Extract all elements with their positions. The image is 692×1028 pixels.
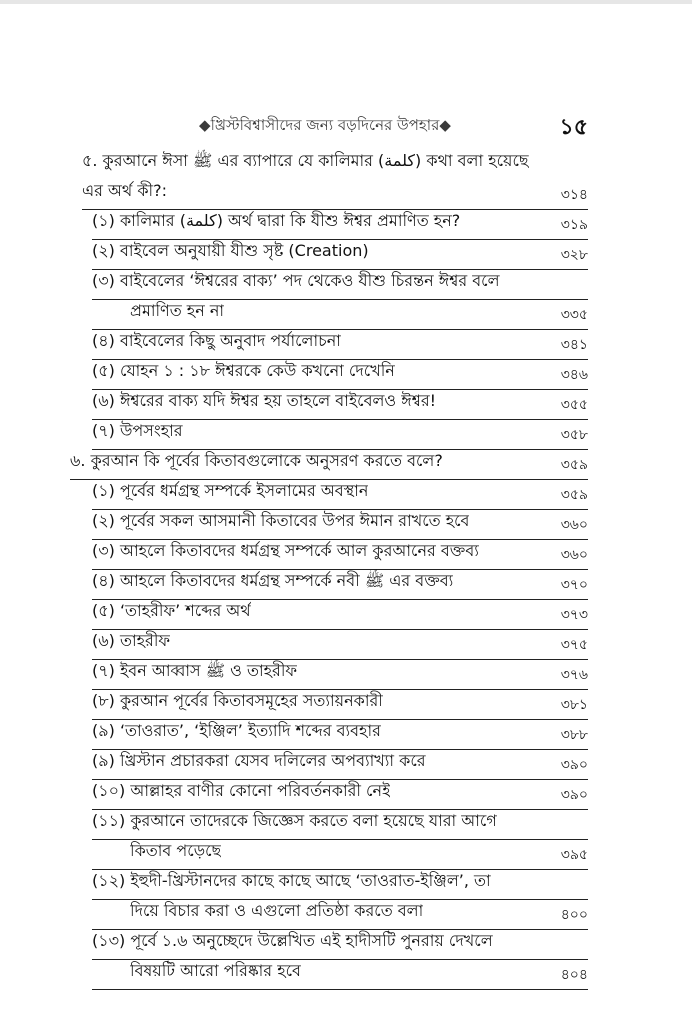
- toc-entry: [0, 810, 692, 840]
- toc-entry-title: (৬) ঈশ্বরের বাক্য যদি ঈশ্বর হয় তাহলে বাইবেলও ঈশ্বর!: [92, 391, 437, 410]
- toc-entry-page: ৩৩৫: [560, 307, 588, 323]
- toc-entry: [0, 480, 692, 510]
- toc-entry: [0, 630, 692, 660]
- toc-entry-page: ৪০৪: [560, 967, 588, 983]
- toc-entry-title: (৬) তাহরীফ: [92, 631, 171, 650]
- toc-entry: [0, 930, 692, 960]
- toc-entry-title: (১০) আল্লাহর বাণীর কোনো পরিবর্তনকারী নেই: [92, 781, 391, 800]
- toc-entry-title: দিয়ে বিচার করা ও এগুলো প্রতিষ্ঠা করতে বলা: [130, 901, 424, 920]
- toc-entry-title: (৭) উপসংহার: [92, 421, 183, 440]
- toc-entry-title: (৫) যোহন ১ : ১৮ ঈশ্বরকে কেউ কখনো দেখেনি: [92, 361, 395, 380]
- toc-entry-title: (১৩) পূর্বে ১.৬ অনুচ্ছেদে উল্লেখিত এই হাদীসটি পুনরায় দেখলে: [92, 931, 493, 950]
- toc-entry: [0, 180, 692, 210]
- toc-entry-page: ৩৭০: [560, 577, 588, 593]
- toc-entry-title: (২) বাইবেল অনুযায়ী যীশু সৃষ্ট (Creation): [92, 241, 369, 260]
- toc-entry-title: ৫. কুরআনে ঈসা ﷺ এর ব্যাপারে যে কালিমার (كلمة) কথা বলা হয়েছে: [82, 151, 529, 170]
- page-number: ১৫: [559, 115, 588, 140]
- toc-entry: [0, 210, 692, 240]
- toc-entry: [0, 960, 692, 990]
- toc-entry: [0, 540, 692, 570]
- toc-entry-page: ৩৭৩: [560, 607, 588, 623]
- toc-entry: [0, 780, 692, 810]
- toc-entry-title: (১) কালিমার (كلمة) অর্থ দ্বারা কি যীশু ঈশ্বর প্রমাণিত হন?: [92, 211, 461, 230]
- table-of-contents: [0, 150, 692, 990]
- toc-entry-page: ৩৫৮: [560, 427, 588, 443]
- toc-entry-page: ৩৫৯: [560, 457, 588, 473]
- toc-entry-title: (৭) ইবন আব্বাস ﷺ ও তাহরীফ: [92, 661, 298, 680]
- toc-entry-title: (৫) ‘তাহরীফ’ শব্দের অর্থ: [92, 601, 251, 620]
- toc-entry-title: (৩) বাইবেলের ‘ঈশ্বরের বাক্য’ পদ থেকেও যীশু চিরন্তন ঈশ্বর বলে: [92, 271, 500, 290]
- toc-entry-title: (১১) কুরআনে তাদেরকে জিজ্ঞেস করতে বলা হয়েছে যারা আগে: [92, 811, 497, 830]
- toc-entry: [0, 450, 692, 480]
- toc-entry: [0, 240, 692, 270]
- toc-entry-title: (২) পূর্বের সকল আসমানী কিতাবের উপর ঈমান রাখতে হবে: [92, 511, 470, 530]
- toc-entry-title: কিতাব পড়েছে: [130, 841, 222, 860]
- toc-entry-title: (৯) খ্রিস্টান প্রচারকরা যেসব দলিলের অপব্যাখ্যা করে: [92, 751, 426, 770]
- toc-entry-page: ৩৫৯: [560, 487, 588, 503]
- toc-entry-page: ৩১৪: [560, 187, 588, 203]
- toc-entry-page: ৩৮৮: [560, 727, 588, 743]
- toc-entry: [0, 360, 692, 390]
- toc-entry-page: ৩৯০: [560, 787, 588, 803]
- toc-entry-page: ৩৬০: [560, 517, 588, 533]
- toc-entry: [0, 150, 692, 180]
- toc-entry: [0, 720, 692, 750]
- toc-entry-page: ৩২৮: [560, 247, 588, 263]
- toc-entry-page: ৩৫৫: [560, 397, 588, 413]
- toc-entry-title: (৪) বাইবেলের কিছু অনুবাদ পর্যালোচনা: [92, 331, 341, 350]
- toc-entry: [0, 750, 692, 780]
- toc-entry-page: ৩৪১: [560, 337, 588, 353]
- page-top-border: [0, 0, 692, 4]
- toc-entry-page: ৩৮১: [560, 697, 588, 713]
- toc-entry-title: প্রমাণিত হন না: [130, 301, 225, 320]
- toc-entry: [0, 270, 692, 300]
- toc-entry: [0, 660, 692, 690]
- toc-entry: [0, 840, 692, 870]
- toc-entry: [0, 690, 692, 720]
- toc-entry-page: ৩১৯: [560, 217, 588, 233]
- toc-entry-title: ৬. কুরআন কি পূর্বের কিতাবগুলোকে অনুসরণ করতে বলে?: [70, 451, 443, 470]
- toc-entry: [0, 330, 692, 360]
- toc-entry-title: (১) পূর্বের ধর্মগ্রন্থ সম্পর্কে ইসলামের অবস্থান: [92, 481, 369, 500]
- toc-entry: [0, 600, 692, 630]
- toc-underline: [92, 989, 588, 990]
- toc-entry-title: (৮) কুরআন পূর্বের কিতাবসমূহের সত্যায়নকারী: [92, 691, 383, 710]
- toc-entry-title: (৪) আহলে কিতাবদের ধর্মগ্রন্থ সম্পর্কে নবী ﷺ এর বক্তব্য: [92, 571, 454, 590]
- toc-entry-title: বিষয়টি আরো পরিষ্কার হবে: [130, 961, 301, 980]
- toc-entry-page: ৩৭৫: [560, 637, 588, 653]
- toc-entry: [0, 870, 692, 900]
- toc-entry: [0, 300, 692, 330]
- page-header: [0, 112, 692, 138]
- toc-entry-page: ৩৭৬: [560, 667, 588, 683]
- toc-entry-page: ৩৯৫: [560, 847, 588, 863]
- toc-entry-title: (৩) আহলে কিতাবদের ধর্মগ্রন্থ সম্পর্কে আল কুরআনের বক্তব্য: [92, 541, 479, 560]
- toc-entry-page: ৪০০: [560, 907, 588, 923]
- toc-entry-page: ৩৯০: [560, 757, 588, 773]
- toc-entry-page: ৩৪৬: [560, 367, 588, 383]
- running-title: ◆খ্রিস্টবিশ্বাসীদের জন্য বড়দিনের উপহার◆: [199, 116, 451, 134]
- toc-entry: [0, 510, 692, 540]
- toc-entry: [0, 390, 692, 420]
- toc-entry-page: ৩৬০: [560, 547, 588, 563]
- toc-entry-title: এর অর্থ কী?:: [82, 181, 168, 200]
- toc-entry: [0, 900, 692, 930]
- toc-entry: [0, 570, 692, 600]
- toc-entry-title: (১২) ইহুদী-খ্রিস্টানদের কাছে কাছে আছে ‘তাওরাত-ইঞ্জিল’, তা: [92, 871, 491, 890]
- toc-entry-title: (৯) ‘তাওরাত’, ‘ইঞ্জিল’ ইত্যাদি শব্দের ব্যবহার: [92, 721, 381, 740]
- toc-entry: [0, 420, 692, 450]
